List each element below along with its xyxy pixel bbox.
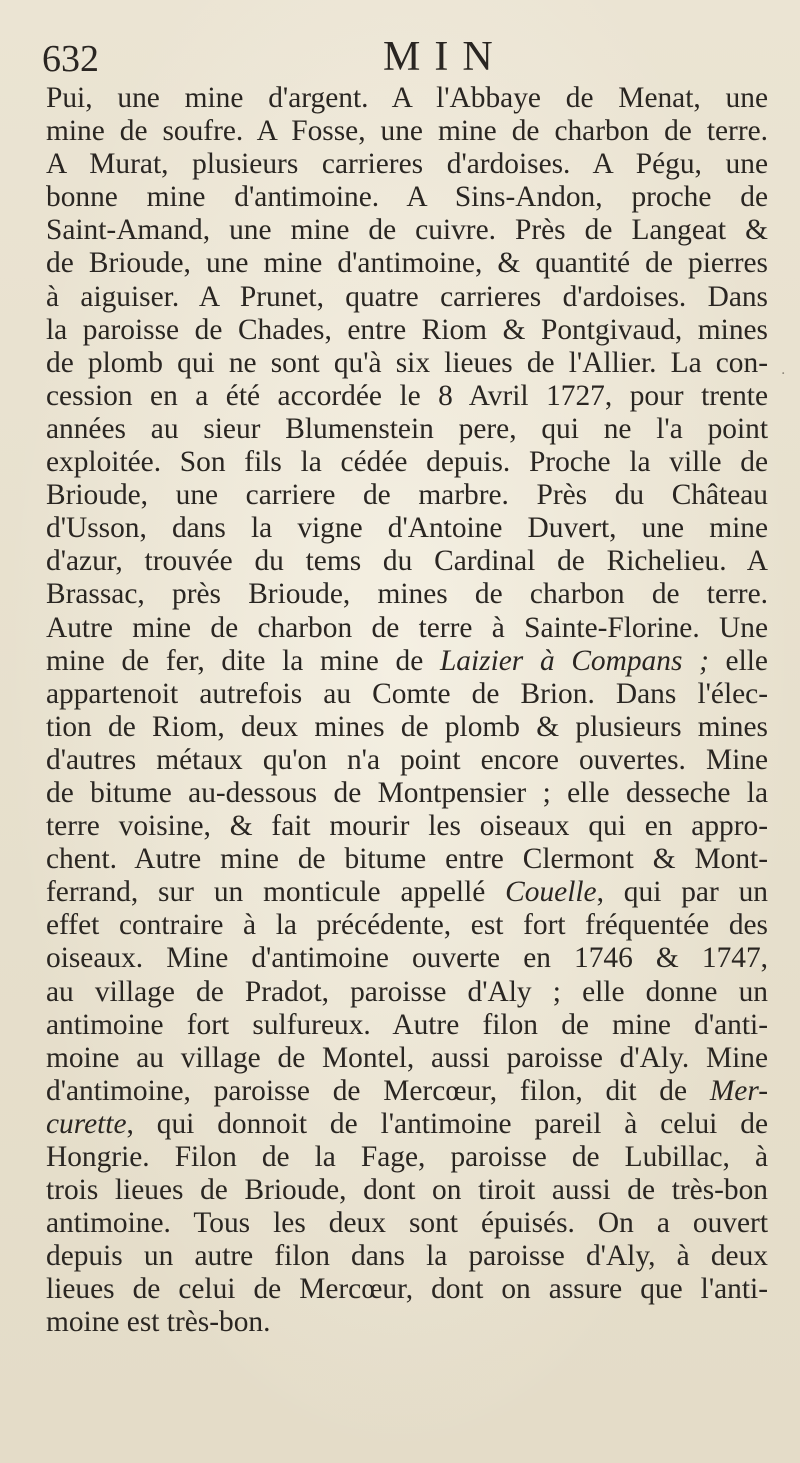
text-run: , qui par un [596,876,768,909]
text-run: d'antimoine, paroisse de Mercœur, filon, dit de [46,1074,710,1107]
text-line [46,512,768,545]
text-line [46,1108,768,1141]
text-run: appartenoit autrefois au Comte de Brion. Dans l'élec- [46,677,768,710]
text-run: Brassac, près Brioude, mines de charbon de terre. [46,578,768,611]
italic-text: Laizier à Compans ; [439,644,709,677]
body-paragraph [46,82,768,1340]
text-run: de Brioude, une mine d'antimoine, & quantité de pierres [46,247,768,280]
text-run: antimoine fort sulfureux. Autre filon de mine d'anti- [46,1008,768,1041]
text-line [46,711,768,744]
text-line [46,1273,768,1306]
text-run: bonne mine d'antimoine. A Sins-Andon, proche de [46,181,768,214]
text-run: Saint-Amand, une mine de cuivre. Près de Langeat & [46,214,768,247]
text-line [46,777,768,810]
text-line [46,380,768,413]
text-line [46,214,768,247]
text-line [46,810,768,843]
text-line [46,281,768,314]
text-run: tion de Riom, deux mines de plomb & plusieurs mines [46,710,768,743]
text-run: oiseaux. Mine d'antimoine ouverte en 1746 & 1747, [46,942,768,975]
page-speck: · [781,366,786,382]
text-line [46,843,768,876]
running-head: MIN [383,34,507,80]
text-run: moine au village de Montel, aussi paroisse d'Aly. Mine [46,1041,768,1074]
text-line [46,1009,768,1042]
text-line [46,645,768,678]
text-run: mine de soufre. A Fosse, une mine de charbon de terre. [46,115,768,148]
text-run: années au sieur Blumenstein pere, qui ne l'a point [46,412,768,445]
text-run: depuis un autre filon dans la paroisse d'Aly, à deux [46,1240,768,1273]
italic-text: Mer- [709,1074,768,1107]
text-line [46,545,768,578]
text-run: mine de fer, dite la mine de [46,644,440,677]
text-run: lieues de celui de Mercœur, dont on assure que l'anti- [46,1273,768,1306]
text-line [46,247,768,280]
text-line [46,181,768,214]
text-run: au village de Pradot, paroisse d'Aly ; elle donne un [46,975,768,1008]
text-run: antimoine. Tous les deux sont épuisés. On a ouvert [46,1207,768,1240]
text-line [46,115,768,148]
text-run: chent. Autre mine de bitume entre Clermont & Mont- [46,843,768,876]
text-run: effet contraire à la précédente, est fort fréquentée des [46,909,768,942]
text-line [46,148,768,181]
text-run: Hongrie. Filon de la Fage, paroisse de Lubillac, à [46,1141,768,1173]
text-line [46,876,768,909]
text-run: d'autres métaux qu'on n'a point encore ouvertes. Mine [46,743,768,776]
text-line [46,1075,768,1108]
text-line [46,942,768,975]
text-line [46,1141,768,1174]
text-run: terre voisine, & fait mourir les oiseaux qui en appro- [46,810,768,843]
text-line [46,314,768,347]
text-line [46,612,768,645]
text-line [46,1207,768,1240]
text-line [46,446,768,479]
text-line [46,1042,768,1075]
text-line [46,479,768,512]
text-line [46,678,768,711]
text-run: Brioude, une carriere de marbre. Près du Château [46,479,768,512]
page-number: 632 [42,38,99,80]
text-run: d'azur, trouvée du tems du Cardinal de Richelieu. A [46,545,768,578]
text-run: exploitée. Son fils la cédée depuis. Proche la ville de [46,446,768,479]
text-run: la paroisse de Chades, entre Riom & Pontgivaud, mines [46,313,768,346]
text-run: elle [708,644,768,677]
text-line [46,1306,768,1339]
text-run: de plomb qui ne sont qu'à six lieues de l'Allier. La con- [46,346,768,379]
text-run: d'Usson, dans la vigne d'Antoine Duvert, une mine [46,512,768,545]
text-run: trois lieues de Brioude, dont on tiroit aussi de très-bon [46,1174,768,1207]
page-header [42,28,772,88]
text-line [46,976,768,1009]
text-line [46,1240,768,1273]
text-run: A Murat, plusieurs carrieres d'ardoises. A Pégu, une [46,148,768,181]
italic-text: curette [46,1107,127,1140]
text-run: Pui, une mine d'argent. A l'Abbaye de Menat, une [46,82,768,114]
text-line [46,909,768,942]
text-line [46,578,768,611]
text-run: à aiguiser. A Prunet, quatre carrieres d'ardoises. Dans [46,280,768,313]
text-run: moine est très-bon. [46,1306,271,1339]
text-line [46,744,768,777]
text-line [46,1174,768,1207]
text-line [46,347,768,380]
text-run: , qui donnoit de l'antimoine pareil à celui de [126,1107,768,1140]
text-run: Autre mine de charbon de terre à Sainte-Florine. Une [46,611,768,644]
text-line [46,82,768,115]
text-run: ferrand, sur un monticule appellé [46,876,506,909]
text-run: de bitume au-dessous de Montpensier ; elle desseche la [46,776,768,809]
text-line [46,413,768,446]
text-run: cession en a été accordée le 8 Avril 1727, pour trente [46,379,768,412]
italic-text: Couelle [505,876,597,909]
